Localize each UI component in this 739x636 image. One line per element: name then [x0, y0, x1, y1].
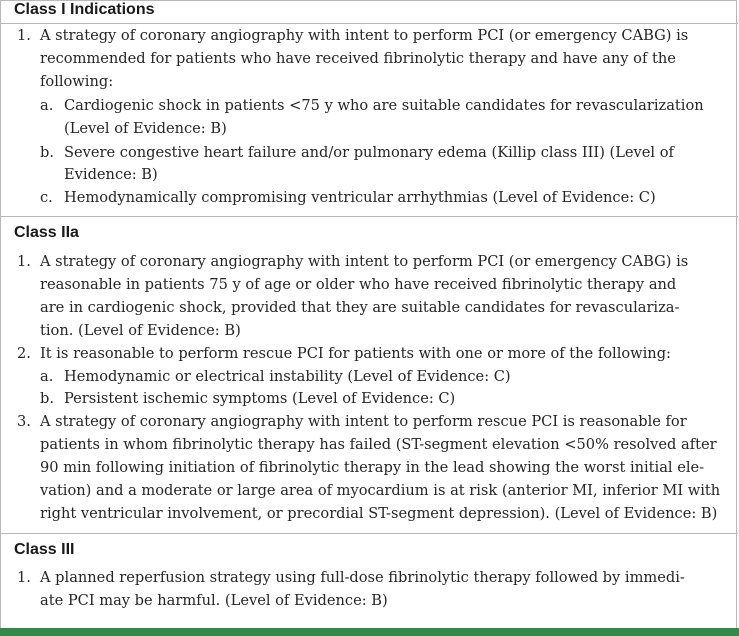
class2a-item1-number: 1. — [17, 253, 31, 270]
class2a-heading: Class IIa — [14, 224, 79, 241]
bottom-accent-bar — [0, 628, 739, 636]
class2a-sub-b-line1: Persistent ischemic symptoms (Level of Evidence: C) — [64, 390, 456, 407]
class2a-item2-line1: It is reasonable to perform rescue PCI for patients with one or more of the following: — [40, 345, 671, 362]
class2a-sub-b-letter: b. — [40, 390, 54, 407]
class2a-sub-a-line1: Hemodynamic or electrical instability (Level of Evidence: C) — [64, 368, 511, 385]
class1-sub-a-line1: Cardiogenic shock in patients <75 y who are suitable candidates for revascularization — [64, 97, 704, 114]
class2a-item2-number: 2. — [17, 345, 31, 362]
class2a-item3-number: 3. — [17, 413, 31, 430]
class1-heading: Class I Indications — [14, 1, 155, 18]
class2a-item1-line4: tion. (Level of Evidence: B) — [40, 322, 241, 339]
class2a-section-rule — [1, 533, 738, 534]
class1-sub-b-line1: Severe congestive heart failure and/or pulmonary edema (Killip class III) (Level of — [64, 144, 674, 161]
class1-section-rule — [1, 216, 738, 217]
class3-item1-line1: A planned reperfusion strategy using full-dose fibrinolytic therapy followed by immedi- — [40, 569, 685, 586]
class1-item1-number: 1. — [17, 27, 31, 44]
class2a-item3-line1: A strategy of coronary angiography with intent to perform rescue PCI is reasonable for — [40, 413, 687, 430]
class2a-item3-line3: 90 min following initiation of fibrinolytic therapy in the lead showing the worst initial ele- — [40, 459, 705, 476]
class2a-sub-a-letter: a. — [40, 368, 54, 385]
class1-item1-line3: following: — [40, 73, 114, 90]
class1-sub-c-line1: Hemodynamically compromising ventricular arrhythmias (Level of Evidence: C) — [64, 189, 656, 206]
class2a-item1-line1: A strategy of coronary angiography with intent to perform PCI (or emergency CABG) is — [40, 253, 689, 270]
class1-sub-b-line2: Evidence: B) — [64, 166, 158, 183]
class3-item1-line2: ate PCI may be harmful. (Level of Evidence: B) — [40, 592, 388, 609]
class1-heading-rule — [1, 23, 738, 24]
class1-sub-b-letter: b. — [40, 144, 54, 161]
class2a-item1-line3: are in cardiogenic shock, provided that they are suitable candidates for revasculariza- — [40, 299, 680, 316]
class2a-item3-line2: patients in whom fibrinolytic therapy has failed (ST-segment elevation <50% resolved after — [40, 436, 717, 453]
class2a-item1-line2: reasonable in patients 75 y of age or older who have received fibrinolytic therapy and — [40, 276, 677, 293]
class1-item1-line1: A strategy of coronary angiography with intent to perform PCI (or emergency CABG) is — [40, 27, 689, 44]
class2a-item3-line5: right ventricular involvement, or precordial ST-segment depression). (Level of Evidence: B) — [40, 505, 718, 522]
class1-sub-a-letter: a. — [40, 97, 54, 114]
class1-item1-line2: recommended for patients who have received fibrinolytic therapy and have any of the — [40, 50, 676, 67]
class1-sub-c-letter: c. — [40, 189, 53, 206]
class3-item1-number: 1. — [17, 569, 31, 586]
class3-heading: Class III — [14, 541, 75, 558]
class1-sub-a-line2: (Level of Evidence: B) — [64, 120, 227, 137]
class2a-item3-line4: vation) and a moderate or large area of myocardium is at risk (anterior MI, inferior MI with — [40, 482, 721, 499]
